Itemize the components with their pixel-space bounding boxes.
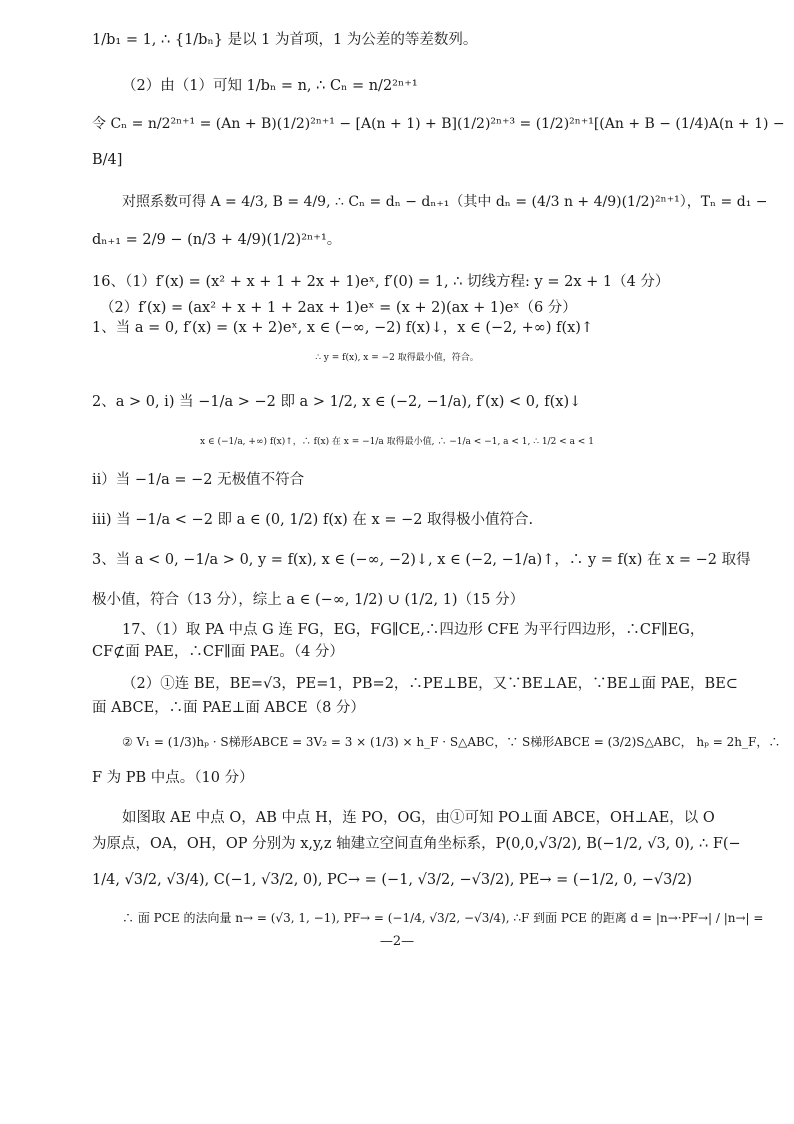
text-line: 为原点，OA，OH，OP 分别为 x,y,z 轴建立空间直角坐标系，P(0,0,√3/2), B(−1/2, √3, 0), ∴ F(− <box>92 836 741 852</box>
text-line: 3、当 a < 0, −1/a > 0, y = f(x), x ∈ (−∞, −2)↓, x ∈ (−2, −1/a)↑，∴ y = f(x) 在 x = −2 取得 <box>92 552 751 568</box>
text-line: 如图取 AE 中点 O，AB 中点 H，连 PO，OG，由①可知 PO⊥面 ABCE，OH⊥AE，以 O <box>122 810 715 826</box>
text-line: F 为 PB 中点。（10 分） <box>92 770 254 786</box>
text-line: 1/b₁ = 1, ∴ {1/bₙ} 是以 1 为首项，1 为公差的等差数列。 <box>92 32 478 48</box>
text-line: （2）①连 BE，BE=√3，PE=1，PB=2，∴PE⊥BE，又∵BE⊥AE，∵BE⊥面 PAE，BE⊂ <box>122 676 738 692</box>
text-line: ∴ y = f(x), x = −2 取得最小值，符合。 <box>315 353 479 363</box>
text-line: B/4] <box>92 152 123 168</box>
text-line: （2）由（1）可知 1/bₙ = n, ∴ Cₙ = n/2²ⁿ⁺¹ <box>122 78 418 94</box>
text-line: 16、（1）f′(x) = (x² + x + 1 + 2x + 1)eˣ, f′(0) = 1, ∴ 切线方程: y = 2x + 1（4 分） <box>92 274 670 290</box>
text-line: ② V₁ = (1/3)hₚ · S梯形ABCE = 3V₂ = 3 × (1/3) × h_F · S△ABC，∵ S梯形ABCE = (3/2)S△ABC， hₚ = 2h_F，∴ <box>122 735 781 749</box>
text-line: 极小值，符合（13 分），综上 a ∈ (−∞, 1/2) ∪ (1/2, 1)（15 分） <box>92 592 525 608</box>
text-line: 1、当 a = 0, f′(x) = (x + 2)eˣ, x ∈ (−∞, −2) f(x)↓，x ∈ (−2, +∞) f(x)↑ <box>92 320 594 336</box>
text-line: 1/4, √3/2, √3/4), C(−1, √3/2, 0), PC→ = (−1, √3/2, −√3/2), PE→ = (−1/2, 0, −√3/2) <box>92 872 693 888</box>
text-line: 对照系数可得 A = 4/3, B = 4/9, ∴ Cₙ = dₙ − dₙ₊₁（其中 dₙ = (4/3 n + 4/9)(1/2)²ⁿ⁺¹），Tₙ = d₁ − <box>122 194 768 210</box>
text-line: 17、（1）取 PA 中点 G 连 FG，EG，FG∥CE,∴四边形 CFE 为平行四边形，∴CF∥EG， <box>122 622 705 638</box>
text-line: CF⊄面 PAE，∴CF∥面 PAE。（4 分） <box>92 644 344 660</box>
text-line: x ∈ (−1/a, +∞) f(x)↑，∴ f(x) 在 x = −1/a 取得最小值, ∴ −1/a < −1, a < 1, ∴ 1/2 < a < 1 <box>200 437 594 447</box>
text-line: 令 Cₙ = n/2²ⁿ⁺¹ = (An + B)(1/2)²ⁿ⁺¹ − [A(n + 1) + B](1/2)²ⁿ⁺³ = (1/2)²ⁿ⁺¹[(An + B − (1/4)A(n + 1) − <box>92 116 785 132</box>
text-line: （2）f′(x) = (ax² + x + 1 + 2ax + 1)eˣ = (x + 2)(ax + 1)eˣ（6 分） <box>100 300 577 316</box>
page-number: —2— <box>379 934 415 949</box>
text-line: 2、a > 0, i) 当 −1/a > −2 即 a > 1/2, x ∈ (−2, −1/a), f′(x) < 0, f(x)↓ <box>92 394 582 410</box>
text-line: iii) 当 −1/a < −2 即 a ∈ (0, 1/2) f(x) 在 x = −2 取得极小值符合. <box>92 512 534 528</box>
text-line: ii）当 −1/a = −2 无极值不符合 <box>92 472 305 488</box>
text-line: dₙ₊₁ = 2/9 − (n/3 + 4/9)(1/2)²ⁿ⁺¹。 <box>92 232 342 248</box>
text-line: ∴ 面 PCE 的法向量 n→ = (√3, 1, −1), PF→ = (−1/4, √3/2, −√3/4), ∴F 到面 PCE 的距离 d = |n→·PF→| / |n→| = <box>122 911 764 925</box>
text-line: 面 ABCE，∴面 PAE⊥面 ABCE（8 分） <box>92 700 365 716</box>
